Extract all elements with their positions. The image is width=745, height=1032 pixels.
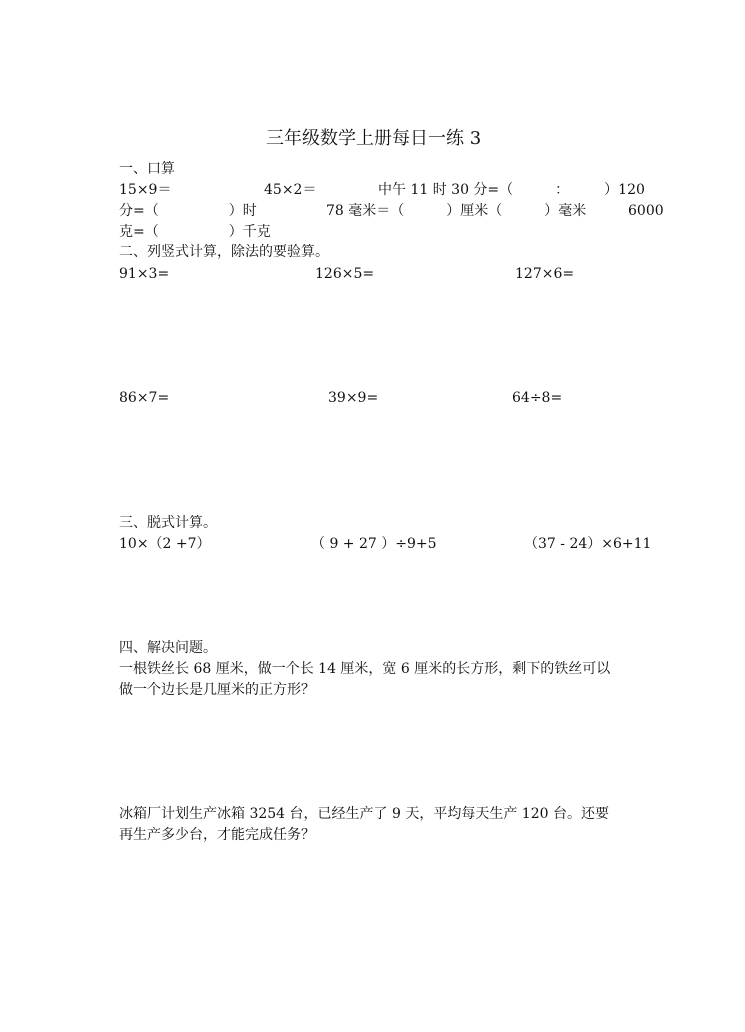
word-problem-1-line-2: 做一个边长是几厘米的正方形？ (119, 682, 315, 698)
expression-item: （ 9 + 27 ）÷9+5 (311, 536, 437, 552)
word-problem-2-line-1: 冰箱厂计划生产冰箱 3254 台，已经生产了 9 天，平均每天生产 120 台。还要 (119, 806, 609, 822)
mental-math-item: 分=（ ）时 (119, 203, 257, 219)
expression-item: 10×（2 +7） (119, 536, 211, 552)
vertical-calc-item: 39×9= (328, 390, 379, 406)
vertical-calc-item: 91×3= (119, 266, 170, 282)
vertical-calc-item: 127×6= (515, 266, 575, 282)
mental-math-item: 78 毫米＝（ ）厘米（ ）毫米 (326, 203, 587, 219)
word-problem-2-line-2: 再生产多少台，才能完成任务？ (119, 827, 315, 843)
mental-math-item: 克=（ ）千克 (119, 224, 271, 240)
mental-math-item: 45×2＝ (264, 182, 317, 198)
mental-math-item: 15×9＝ (119, 182, 172, 198)
section-2-heading: 二、列竖式计算，除法的要验算。 (119, 244, 329, 260)
word-problem-1-line-1: 一根铁丝长 68 厘米，做一个长 14 厘米，宽 6 厘米的长方形，剩下的铁丝可以 (119, 661, 611, 677)
section-4-heading: 四、解决问题。 (119, 640, 217, 656)
expression-item: （37 - 24）×6+11 (524, 536, 652, 552)
vertical-calc-item: 86×7= (119, 390, 170, 406)
mental-math-item: 中午 11 时 30 分=（ ： ）120 (378, 182, 645, 198)
page-title: 三年级数学上册每日一练 3 (266, 128, 482, 149)
mental-math-item: 6000 (628, 203, 664, 219)
vertical-calc-item: 64÷8= (512, 390, 563, 406)
section-3-heading: 三、脱式计算。 (119, 515, 217, 531)
section-1-heading: 一、口算 (119, 161, 175, 177)
vertical-calc-item: 126×5= (315, 266, 375, 282)
